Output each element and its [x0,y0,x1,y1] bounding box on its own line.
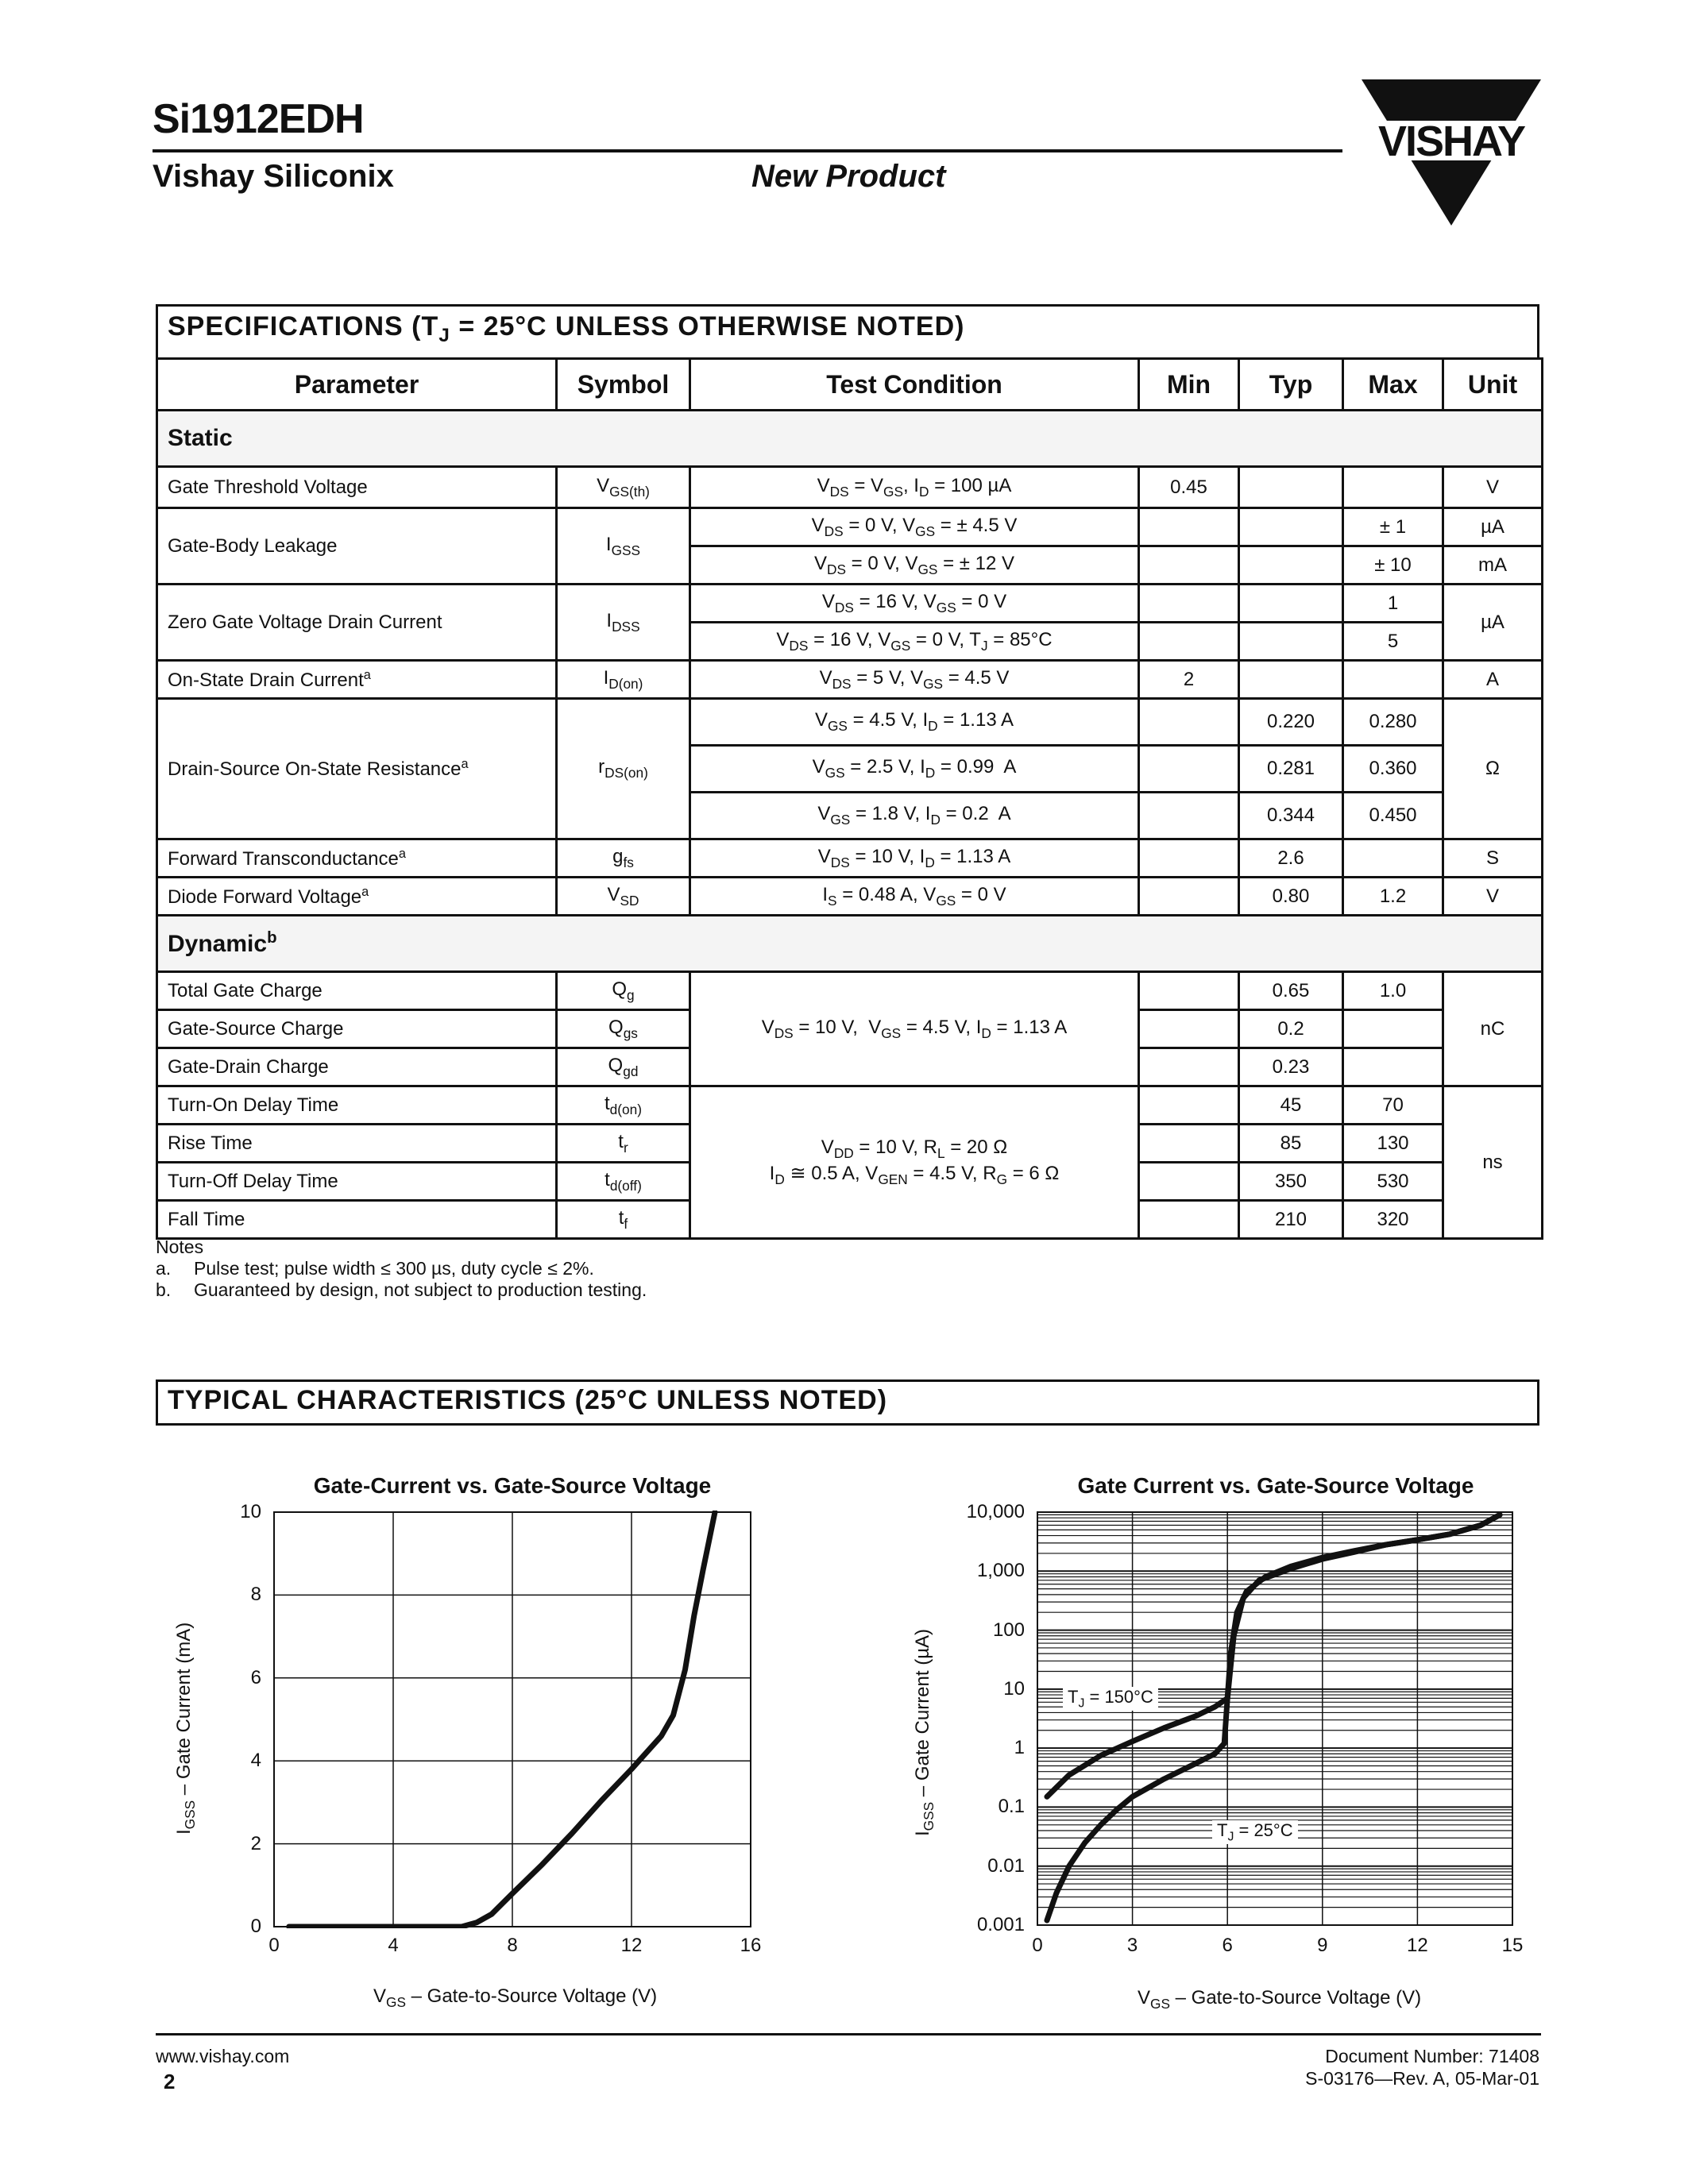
footer-rule [156,2033,1541,2035]
param-gate-body-leakage: Gate-Body Leakage [157,508,557,585]
chart1-plot [272,1511,752,1928]
vishay-logo [1362,79,1541,226]
note-text: Guaranteed by design, not subject to production testing. [194,1279,647,1300]
col-typ: Typ [1239,359,1343,411]
symbol-igss: $I_{GSS}$ [557,508,690,585]
cond-igss-2: $V_{DS} = 0$ V, $V_{GS}$ = ± 12 V [690,546,1139,585]
notes [156,1237,647,1301]
x-tick-label: 3 [1126,1935,1138,1956]
y-tick-label: 4 [250,1750,261,1772]
notes-heading: Notes [156,1237,204,1257]
new-product-tag: New Product [751,159,946,194]
y-tick-label: 2 [250,1832,261,1854]
max-tf: 320 [1343,1201,1443,1239]
max-td-on: 70 [1343,1086,1443,1125]
spec-table [156,357,1543,1240]
y-tick-label: 0.1 [998,1796,1025,1818]
x-tick-label: 12 [620,1935,643,1956]
symbol-tf: $t_f$ [557,1201,690,1239]
unit-gate-charge: nC [1443,972,1543,1086]
x-tick-label: 9 [1317,1935,1328,1956]
cond-rds-3: $V_{GS} = 1.8$ V, $I_D = 0.2$ A [690,793,1139,839]
max-idss-1: 1 [1343,585,1443,623]
table-row [157,699,1543,746]
part-number: Si1912EDH [153,96,364,142]
unit-id-on: A [1443,661,1543,699]
chart2-title: Gate Current vs. Gate-Source Voltage [1077,1473,1474,1498]
typ-td-off: 350 [1239,1163,1343,1201]
footer-website[interactable]: www.vishay.com [156,2046,290,2066]
table-row [157,467,1543,508]
cond-idss-1: $V_{DS} = 16$ V, $V_{GS} = 0$ V [690,585,1139,623]
max-idss-2: 5 [1343,623,1443,661]
typ-qgd: 0.23 [1239,1048,1343,1086]
table-row [157,972,1543,1010]
symbol-qgs: $Q_{gs}$ [557,1010,690,1048]
max-tr: 130 [1343,1125,1443,1163]
max-igss-2: ± 10 [1343,546,1443,585]
group-static: Static [157,411,1543,467]
typ-qg: 0.65 [1239,972,1343,1010]
group-dynamic: Dynamic$^b$ [157,916,1543,972]
y-tick-label: 8 [250,1584,261,1606]
symbol-tr: $t_r$ [557,1125,690,1163]
y-tick-label: 100 [992,1619,1025,1641]
symbol-id-on: $I_{D(on)}$ [557,661,690,699]
revision-info: S-03176—Rev. A, 05-Mar-01 [1305,2068,1539,2089]
cond-vsd: $I_S = 0.48$ A, $V_{GS} = 0$ V [690,878,1139,916]
chart2-xlabel: $V_{GS}$ – Gate-to-Source Voltage (V) [1138,1987,1422,2012]
x-tick-label: 12 [1407,1935,1428,1956]
cond-switching: $V_{DD} = 10$ V, $R_L = 20$ Ω $I_D$ ≅ 0.5 A, $V_{GEN} = 4.5$ V, $R_G = 6$ Ω [690,1086,1139,1239]
y-tick-label: 0.001 [976,1914,1025,1935]
table-row [157,1086,1543,1125]
max-td-off: 530 [1343,1163,1443,1201]
note-text: Pulse test; pulse width ≤ 300 µs, duty cycle ≤ 2%. [194,1258,594,1279]
header-rule [153,149,1342,152]
cond-gate-charge: $V_{DS} = 10$ V, $V_{GS} = 4.5$ V, $I_D = 1.13$ A [690,972,1139,1086]
y-tick-label: 1 [1014,1737,1025,1759]
symbol-idss: $I_{DSS}$ [557,585,690,661]
unit-gfs: S [1443,839,1543,878]
x-tick-label: 15 [1501,1935,1524,1956]
unit-idss: µA [1443,585,1543,661]
param-zero-gate-drain: Zero Gate Voltage Drain Current [157,585,557,661]
table-row [157,508,1543,546]
unit-igss-1: µA [1443,508,1543,546]
col-min: Min [1139,359,1239,411]
col-symbol: Symbol [557,359,690,411]
max-igss-1: ± 1 [1343,508,1443,546]
symbol-rds-on: $r_{DS(on)}$ [557,699,690,839]
typ-vsd: 0.80 [1239,878,1343,916]
page-number: 2 [164,2070,176,2093]
min-vgs-th: 0.45 [1139,467,1239,508]
unit-rds-on: Ω [1443,699,1543,839]
param-qg: Total Gate Charge [157,972,557,1010]
table-header-row [157,359,1543,411]
col-parameter: Parameter [157,359,557,411]
chart1-title: Gate-Current vs. Gate-Source Voltage [313,1473,712,1498]
typ-gfs: 2.6 [1239,839,1343,878]
specs-title: SPECIFICATIONS ($T_J = 25^\circ C$ UNLESS OTHERWISE NOTED) [168,311,965,346]
chart1-xlabel: $V_{GS}$ – Gate-to-Source Voltage (V) [373,1985,658,2010]
table-row [157,839,1543,878]
param-td-off: Turn-Off Delay Time [157,1163,557,1201]
typ-tf: 210 [1239,1201,1343,1239]
symbol-vgs-th: $V_{GS(th)}$ [557,467,690,508]
series-label-150c: $T_J = 150^\circ C$ [1063,1687,1158,1711]
chart1-ylabel: $I_{GSS}$ – Gate Current (mA) [173,1622,198,1835]
col-max: Max [1343,359,1443,411]
cond-igss-1: $V_{DS} = 0$ V, $V_{GS}$ = ± 4.5 V [690,508,1139,546]
company-name: Vishay Siliconix [153,159,394,194]
y-tick-label: 10 [1003,1677,1025,1700]
symbol-gfs: $g_{fs}$ [557,839,690,878]
typ-tr: 85 [1239,1125,1343,1163]
series-label-25c: $T_J = 25^\circ C$ [1212,1820,1298,1844]
y-tick-label: 6 [250,1666,261,1688]
typ-qgs: 0.2 [1239,1010,1343,1048]
cond-vgs-th: $V_{DS} = V_{GS}$, $I_D = 100$ µA [690,467,1139,508]
param-gate-threshold: Gate Threshold Voltage [157,467,557,508]
y-tick-label: 1,000 [976,1560,1025,1582]
note-key: a. [156,1258,172,1279]
max-rds-3: 0.450 [1343,793,1443,839]
cond-rds-1: $V_{GS} = 4.5$ V, $I_D = 1.13$ A [690,699,1139,746]
param-rds-on: Drain-Source On-State Resistance$^a$ [157,699,557,839]
col-test-condition: Test Condition [690,359,1139,411]
symbol-qgd: $Q_{gd}$ [557,1048,690,1086]
note-key: b. [156,1279,172,1300]
param-td-on: Turn-On Delay Time [157,1086,557,1125]
table-row [157,878,1543,916]
unit-vgs-th: V [1443,467,1543,508]
max-qg: 1.0 [1343,972,1443,1010]
typ-rds-3: 0.344 [1239,793,1343,839]
cond-idss-2: $V_{DS} = 16$ V, $V_{GS} = 0$ V, $T_J = 85^\circ C$ [690,623,1139,661]
cond-rds-2: $V_{GS} = 2.5$ V, $I_D = 0.99$ A [690,746,1139,793]
param-vsd: Diode Forward Voltage$^a$ [157,878,557,916]
specs-title-box [156,304,1539,360]
param-qgd: Gate-Drain Charge [157,1048,557,1086]
param-qgs: Gate-Source Charge [157,1010,557,1048]
unit-switching: ns [1443,1086,1543,1239]
param-tf: Fall Time [157,1201,557,1239]
y-tick-label: 10,000 [966,1501,1025,1522]
param-tr: Rise Time [157,1125,557,1163]
svg-text:VISHAY: VISHAY [1377,118,1525,165]
x-tick-label: 4 [388,1935,399,1956]
typ-rds-1: 0.220 [1239,699,1343,746]
min-id-on: 2 [1139,661,1239,699]
x-tick-label: 8 [507,1935,518,1956]
document-number: Document Number: 71408 [1325,2046,1539,2066]
param-on-state-drain: On-State Drain Current$^a$ [157,661,557,699]
max-vsd: 1.2 [1343,878,1443,916]
symbol-vsd: $V_{SD}$ [557,878,690,916]
y-tick-label: 0.01 [987,1854,1025,1877]
max-rds-2: 0.360 [1343,746,1443,793]
x-tick-label: 0 [268,1935,280,1956]
table-row [157,585,1543,623]
x-tick-label: 6 [1222,1935,1233,1956]
unit-vsd: V [1443,878,1543,916]
x-tick-label: 16 [740,1935,762,1956]
x-tick-label: 0 [1032,1935,1043,1956]
chart2-plot [1036,1511,1514,1927]
col-unit: Unit [1443,359,1543,411]
max-rds-1: 0.280 [1343,699,1443,746]
typical-title-box [156,1379,1539,1426]
chart2-ylabel: $I_{GSS}$ – Gate Current (µA) [912,1628,937,1836]
symbol-td-on: $t_{d(on)}$ [557,1086,690,1125]
param-gfs: Forward Transconductance$^a$ [157,839,557,878]
cond-id-on: $V_{DS} = 5$ V, $V_{GS} = 4.5$ V [690,661,1139,699]
typ-rds-2: 0.281 [1239,746,1343,793]
cond-gfs: $V_{DS} = 10$ V, $I_D = 1.13$ A [690,839,1139,878]
y-tick-label: 0 [250,1916,261,1937]
unit-igss-2: mA [1443,546,1543,585]
typical-title: TYPICAL CHARACTERISTICS (25°C UNLESS NOTED) [168,1385,888,1415]
y-tick-label: 10 [240,1501,261,1522]
symbol-qg: $Q_g$ [557,972,690,1010]
table-row [157,661,1543,699]
symbol-td-off: $t_{d(off)}$ [557,1163,690,1201]
typ-td-on: 45 [1239,1086,1343,1125]
